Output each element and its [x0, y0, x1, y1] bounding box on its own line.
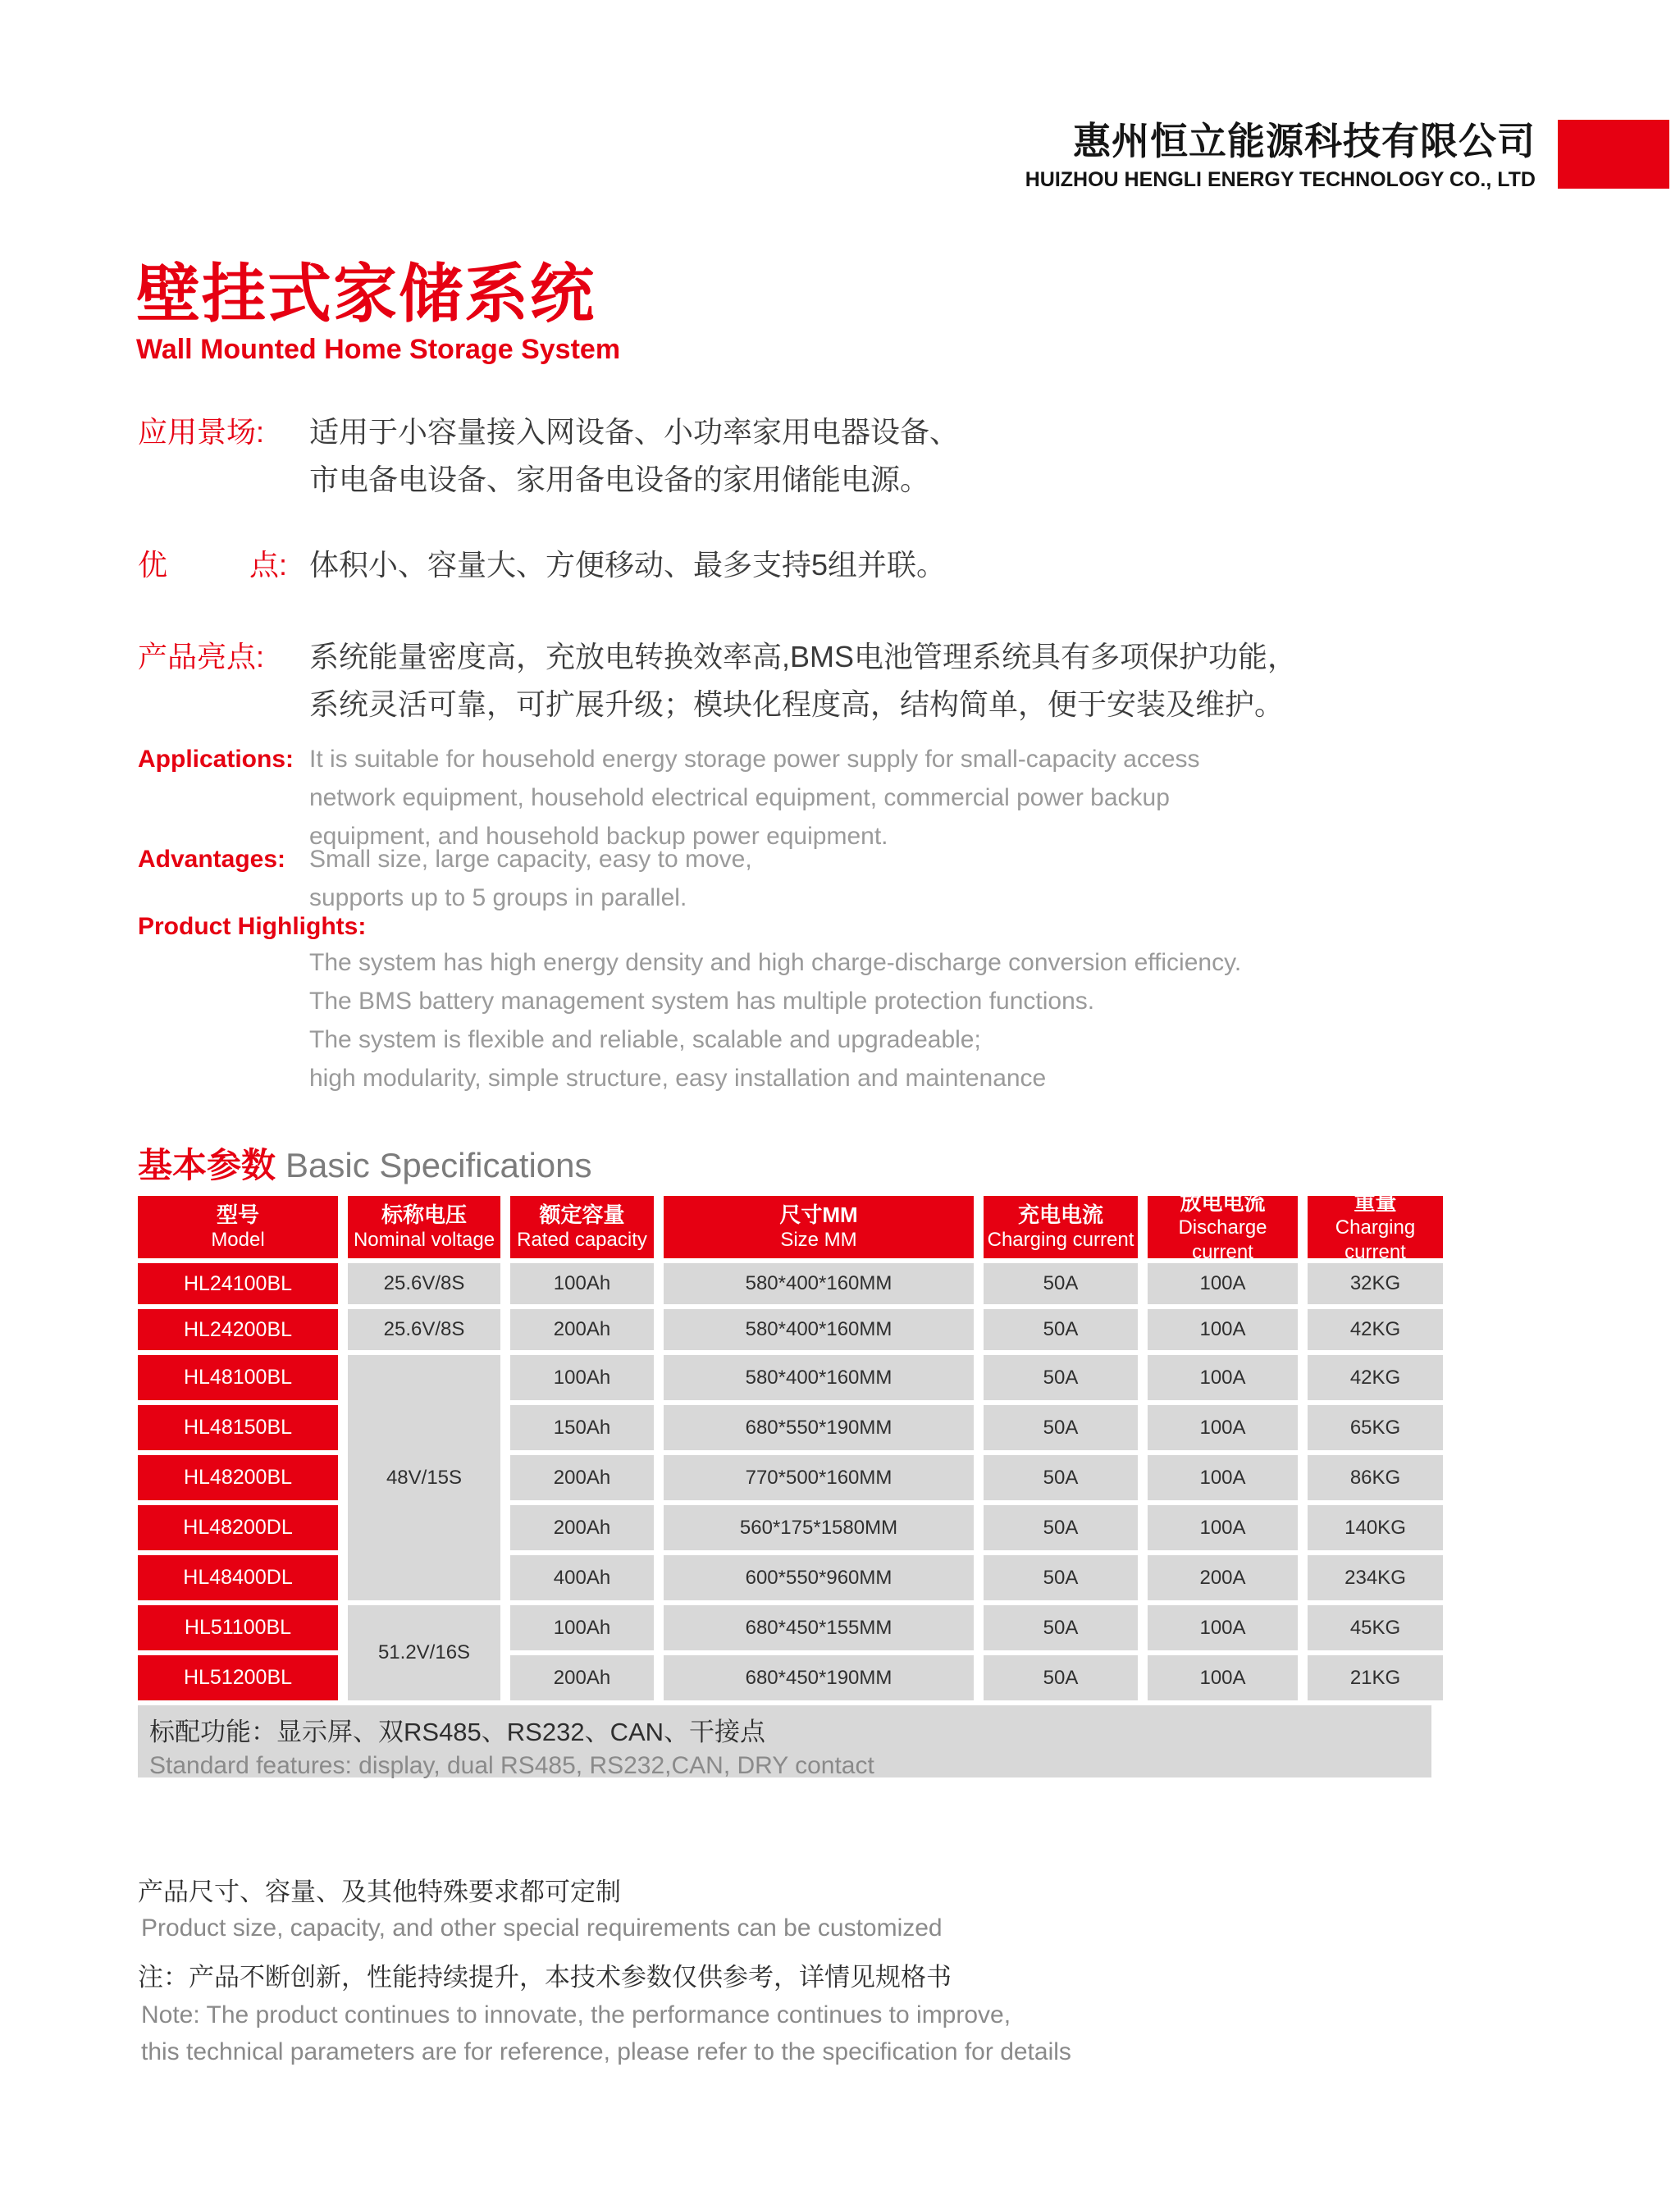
disclaimer-en-line2: this technical parameters are for reference, please refer to the specification for details	[141, 2038, 1071, 2065]
table-cell-capacity: 200Ah	[510, 1455, 654, 1500]
page-title-cn: 壁挂式家储系统	[136, 258, 596, 330]
column-header-voltage	[348, 1196, 500, 1258]
highlights-label-cn: 产品亮点:	[138, 640, 265, 673]
disclaimer-en-line1: Note: The product continues to innovate, the performance continues to improve,	[141, 2001, 1011, 2028]
advantages-label-cn	[138, 541, 287, 589]
column-header-charging-current-cn: 充电电流	[1017, 1202, 1103, 1227]
table-cell-discharge-current: 100A	[1148, 1455, 1298, 1500]
table-cell-capacity: 200Ah	[510, 1505, 654, 1550]
table-cell-charging-current: 50A	[984, 1455, 1138, 1500]
table-cell-model: HL48400DL	[138, 1555, 338, 1600]
disclaimer-note-cn: 注：产品不断创新，性能持续提升，本技术参数仅供参考，详情见规格书	[138, 1963, 952, 1992]
highlights-en-line3: The system is flexible and reliable, scalable and upgradeable;	[309, 1026, 981, 1053]
table-cell-voltage: 48V/15S	[348, 1355, 500, 1600]
advantages-en-line2: supports up to 5 groups in parallel.	[309, 884, 687, 911]
column-header-model	[138, 1196, 338, 1258]
table-cell-charging-current: 50A	[984, 1505, 1138, 1550]
standard-features-note	[138, 1705, 1431, 1777]
column-header-weight-en: Charging current	[1335, 1216, 1416, 1263]
table-cell-discharge-current: 100A	[1148, 1605, 1298, 1650]
table-cell-weight: 234KG	[1308, 1555, 1443, 1600]
column-header-charging-current-en: Charging current	[987, 1229, 1134, 1251]
column-header-size-en: Size MM	[780, 1229, 857, 1251]
page-title	[136, 259, 620, 366]
highlights-en-line2: The BMS battery management system has multiple protection functions.	[309, 988, 1095, 1015]
column-header-capacity-cn: 额定容量	[539, 1202, 625, 1227]
column-header-capacity	[510, 1196, 654, 1258]
table-cell-discharge-current: 100A	[1148, 1263, 1298, 1304]
highlights-cn-line1: 系统能量密度高，充放电转换效率高,BMS电池管理系统具有多项保护功能，	[309, 640, 1298, 673]
page-title-en: Wall Mounted Home Storage System	[136, 334, 621, 365]
spec-table-grid	[138, 1190, 1443, 1700]
column-header-voltage-cn: 标称电压	[381, 1202, 467, 1227]
table-cell-capacity: 100Ah	[510, 1605, 654, 1650]
applications-label-en: Applications:	[138, 746, 294, 773]
table-cell-weight: 140KG	[1308, 1505, 1443, 1550]
column-header-discharge-current-en: Discharge current	[1178, 1216, 1267, 1263]
highlights-label-en: Product Highlights:	[138, 913, 367, 940]
table-cell-model: HL48200BL	[138, 1455, 338, 1500]
table-cell-model: HL48100BL	[138, 1355, 338, 1400]
table-cell-discharge-current: 100A	[1148, 1309, 1298, 1350]
table-cell-charging-current: 50A	[984, 1555, 1138, 1600]
table-cell-charging-current: 50A	[984, 1405, 1138, 1450]
table-cell-model: HL24100BL	[138, 1263, 338, 1304]
table-cell-size: 580*400*160MM	[664, 1309, 974, 1350]
company-name-en: HUIZHOU HENGLI ENERGY TECHNOLOGY CO., LTD	[1025, 168, 1536, 191]
table-cell-voltage: 51.2V/16S	[348, 1605, 500, 1700]
applications-cn-line1: 适用于小容量接入网设备、小功率家用电器设备、	[309, 415, 960, 449]
table-cell-charging-current: 50A	[984, 1263, 1138, 1304]
table-cell-model: HL48150BL	[138, 1405, 338, 1450]
applications-en-line3: equipment, and household backup power equipment.	[309, 823, 888, 850]
table-cell-voltage: 25.6V/8S	[348, 1309, 500, 1350]
advantages-en-line1: Small size, large capacity, easy to move,	[309, 846, 752, 873]
advantages-label-cn-part2: 点:	[249, 548, 287, 582]
table-cell-discharge-current: 100A	[1148, 1405, 1298, 1450]
disclaimer-note-en	[141, 1996, 1071, 2070]
table-cell-size: 680*450*155MM	[664, 1605, 974, 1650]
company-name-cn: 惠州恒立能源科技有限公司	[1073, 120, 1536, 162]
specs-heading-cn: 基本参数	[138, 1146, 276, 1184]
column-header-weight	[1308, 1190, 1443, 1263]
table-cell-charging-current: 50A	[984, 1655, 1138, 1700]
table-cell-charging-current: 50A	[984, 1309, 1138, 1350]
table-cell-weight: 86KG	[1308, 1455, 1443, 1500]
applications-label-cn: 应用景场:	[138, 415, 265, 449]
standard-features-cn: 标配功能：显示屏、双RS485、RS232、CAN、干接点	[149, 1718, 766, 1746]
highlights-en-line1: The system has high energy density and high charge-discharge conversion efficiency.	[309, 949, 1242, 976]
advantages-body-en	[309, 840, 752, 917]
highlights-body-en	[309, 943, 1241, 1098]
column-header-weight-cn: 重量	[1354, 1190, 1397, 1215]
table-cell-size: 680*450*190MM	[664, 1655, 974, 1700]
highlights-en-line4: high modularity, simple structure, easy installation and maintenance	[309, 1065, 1047, 1092]
column-header-voltage-en: Nominal voltage	[353, 1229, 495, 1251]
table-cell-capacity: 200Ah	[510, 1655, 654, 1700]
customization-note-en: Product size, capacity, and other special requirements can be customized	[141, 1914, 943, 1942]
applications-en-line1: It is suitable for household energy storage power supply for small-capacity access	[309, 746, 1200, 773]
table-cell-size: 580*400*160MM	[664, 1355, 974, 1400]
column-header-model-cn: 型号	[216, 1202, 259, 1227]
table-cell-capacity: 400Ah	[510, 1555, 654, 1600]
table-cell-weight: 65KG	[1308, 1405, 1443, 1450]
table-cell-model: HL51100BL	[138, 1605, 338, 1650]
table-cell-size: 580*400*160MM	[664, 1263, 974, 1304]
table-cell-discharge-current: 200A	[1148, 1555, 1298, 1600]
column-header-discharge-current-cn: 放电电流	[1180, 1190, 1266, 1215]
advantages-label-cn-part1: 优	[138, 548, 168, 582]
standard-features-en: Standard features: display, dual RS485, RS232,CAN, DRY contact	[149, 1752, 874, 1779]
table-cell-capacity: 150Ah	[510, 1405, 654, 1450]
table-cell-capacity: 100Ah	[510, 1355, 654, 1400]
table-cell-size: 680*550*190MM	[664, 1405, 974, 1450]
table-cell-discharge-current: 100A	[1148, 1505, 1298, 1550]
logo-mark	[1558, 120, 1669, 189]
table-cell-weight: 21KG	[1308, 1655, 1443, 1700]
highlights-body-cn	[309, 633, 1297, 728]
table-cell-weight: 42KG	[1308, 1309, 1443, 1350]
column-header-discharge-current	[1148, 1190, 1298, 1263]
table-cell-weight: 32KG	[1308, 1263, 1443, 1304]
table-cell-weight: 42KG	[1308, 1355, 1443, 1400]
table-cell-charging-current: 50A	[984, 1355, 1138, 1400]
highlights-cn-line2: 系统灵活可靠，可扩展升级；模块化程度高，结构简单，便于安装及维护。	[309, 687, 1285, 721]
specs-heading-en: Basic Specifications	[285, 1146, 592, 1184]
specs-heading	[138, 1145, 592, 1186]
table-cell-discharge-current: 100A	[1148, 1355, 1298, 1400]
table-cell-charging-current: 50A	[984, 1605, 1138, 1650]
applications-body-cn	[309, 408, 959, 504]
applications-en-line2: network equipment, household electrical equipment, commercial power backup	[309, 784, 1170, 811]
column-header-model-en: Model	[211, 1229, 265, 1251]
table-cell-capacity: 200Ah	[510, 1309, 654, 1350]
column-header-size	[664, 1196, 974, 1258]
applications-cn-line2: 市电备电设备、家用备电设备的家用储能电源。	[309, 463, 930, 496]
table-cell-size: 770*500*160MM	[664, 1455, 974, 1500]
table-cell-size: 560*175*1580MM	[664, 1505, 974, 1550]
customization-note-cn: 产品尺寸、容量、及其他特殊要求都可定制	[138, 1878, 621, 1906]
advantages-label-en: Advantages:	[138, 846, 286, 873]
table-cell-model: HL51200BL	[138, 1655, 338, 1700]
applications-body-en	[309, 740, 1200, 856]
table-cell-discharge-current: 100A	[1148, 1655, 1298, 1700]
company-header	[1025, 120, 1536, 194]
table-cell-model: HL48200DL	[138, 1505, 338, 1550]
column-header-charging-current	[984, 1196, 1138, 1258]
column-header-capacity-en: Rated capacity	[517, 1229, 647, 1251]
table-cell-size: 600*550*960MM	[664, 1555, 974, 1600]
table-cell-weight: 45KG	[1308, 1605, 1443, 1650]
table-cell-voltage: 25.6V/8S	[348, 1263, 500, 1304]
table-cell-model: HL24200BL	[138, 1309, 338, 1350]
column-header-size-cn: 尺寸MM	[779, 1202, 858, 1227]
table-cell-capacity: 100Ah	[510, 1263, 654, 1304]
advantages-body-cn: 体积小、容量大、方便移动、最多支持5组并联。	[309, 548, 947, 582]
